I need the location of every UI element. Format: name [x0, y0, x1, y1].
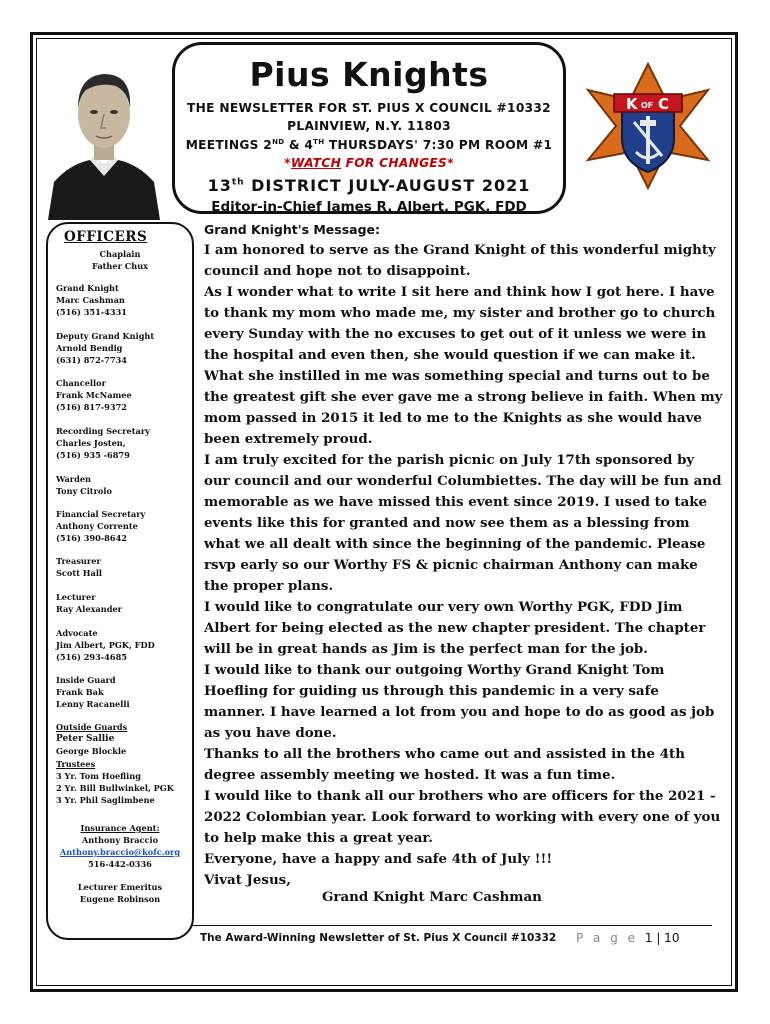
watch-for-changes-notice: *WATCH FOR CHANGES* [284, 156, 454, 170]
message-paragraph: I would like to congratulate our very own Worthy PGK, FDD Jim Albert for being elected as the new chapter president. The chapter will be in great hands as Jim is the perfect man for the job. [204, 599, 706, 657]
meeting-schedule: MEETINGS 2ND & 4TH THURSDAYS' 7:30 PM ROOM #1 [185, 138, 553, 153]
officer-lecturer-emeritus: Lecturer Emeritus Eugene Robinson [77, 882, 163, 904]
officer-lecturer: Lecturer Ray Alexander [56, 592, 122, 614]
officer-warden: Warden Tony Citrolo [56, 474, 112, 496]
insurance-agent-email-link[interactable]: Anthony.braccio@kofc.org [59, 847, 181, 857]
footer-text: The Award-Winning Newsletter of St. Pius X Council #10332 [200, 932, 557, 944]
masthead-box [172, 42, 566, 214]
district-issue-date: 13th DISTRICT JULY-AUGUST 2021 [207, 176, 531, 195]
message-paragraph: I would like to thank our outgoing Worthy Grand Knight Tom Hoefling for guiding us through this pandemic in a very safe manner. I have learned a lot from you and hope to do as good as job as you have done. [204, 662, 715, 741]
officer-insurance-agent: Insurance Agent: Anthony Braccio Anthony.braccio@kofc.org 516-442-0336 [48, 822, 192, 870]
officers-sidebar [46, 222, 194, 940]
newsletter-subtitle: THE NEWSLETTER FOR ST. PIUS X COUNCIL #10332 [187, 101, 551, 115]
message-paragraph: I would like to thank all our brothers who are officers for the 2021 - 2022 Colombian year. Look forward to working with every one of you to help make this a great year. [204, 788, 721, 846]
message-paragraph: Vivat Jesus, [204, 872, 291, 888]
officer-trustees: Trustees 3 Yr. Tom Hoefling 2 Yr. Bill Bullwinkel, PGK 3 Yr. Phil Saglimbene [56, 759, 174, 805]
officer-grand-knight: Grand Knight Marc Cashman (516) 351-4331 [56, 283, 127, 317]
emblem-letter-k: K [626, 95, 638, 113]
officer-recording-secretary: Recording Secretary Charles Josten, (516) 935 -6879 [56, 426, 150, 460]
message-paragraph: As I wonder what to write I sit here and think how I got here. I have to thank my mom who made me, my sister and brother go to church every Sunday with the no excuses to get out of it unless we were in the hospital and even then, she would question if we can make it. What she instilled in me was something special and turns out to be the greatest gift she ever gave me a strong believe in faith. When my mom passed in 2015 it led to me to the Knights as she would have been extremely proud. [204, 284, 723, 447]
message-paragraph: Thanks to all the brothers who came out and assisted in the 4th degree assembly meeting we hosted. It was a fun time. [204, 746, 685, 783]
message-signature: Grand Knight Marc Cashman [322, 889, 542, 905]
knights-of-columbus-emblem [582, 60, 714, 190]
officer-financial-secretary: Financial Secretary Anthony Corrente (516) 390-8642 [56, 509, 146, 543]
emblem-letter-c: C [658, 95, 670, 113]
message-paragraph: I am truly excited for the parish picnic on July 17th sponsored by our council and our wonderful Columbiettes. The day will be fun and memorable as we have missed this event since 2019. I used to take events like this for granted and now see them as a blessing from what we all dealt with since the beginning of the pandemic. Please rsvp early so our Worthy FS & picnic chairman Anthony can make the proper plans. [204, 452, 722, 594]
officer-advocate: Advocate Jim Albert, PGK, FDD (516) 293-4685 [56, 628, 155, 662]
newsletter-title: Pius Knights [249, 55, 489, 94]
footer-divider [192, 925, 712, 926]
officer-outside-guards: Outside Guards Peter Sallie George Blockle [56, 722, 128, 756]
message-heading: Grand Knight's Message: [204, 222, 381, 237]
council-location: PLAINVIEW, N.Y. 11803 [287, 119, 451, 133]
editor-in-chief: Editor-in-Chief James R. Albert, PGK, FDD [211, 199, 527, 215]
emblem-letters-of: OF [641, 101, 654, 110]
priest-portrait [40, 52, 168, 220]
page-number: P a g e 1 | 10 [576, 931, 680, 945]
message-paragraph: Everyone, have a happy and safe 4th of July !!! [204, 851, 553, 867]
officer-deputy-grand-knight: Deputy Grand Knight Arnold Bendig (631) 872-7734 [56, 331, 155, 365]
officers-heading: OFFICERS [64, 229, 148, 245]
officer-inside-guard: Inside Guard Frank Bak Lenny Racanelli [56, 675, 130, 709]
message-body [204, 240, 724, 891]
officer-chancellor: Chancellor Frank McNamee (516) 817-9372 [56, 378, 132, 412]
officer-chaplain: Chaplain Father Chux [91, 249, 149, 271]
officer-treasurer: Treasurer Scott Hall [56, 556, 103, 578]
message-paragraph: I am honored to serve as the Grand Knight of this wonderful mighty council and hope not to disappoint. [204, 242, 716, 279]
